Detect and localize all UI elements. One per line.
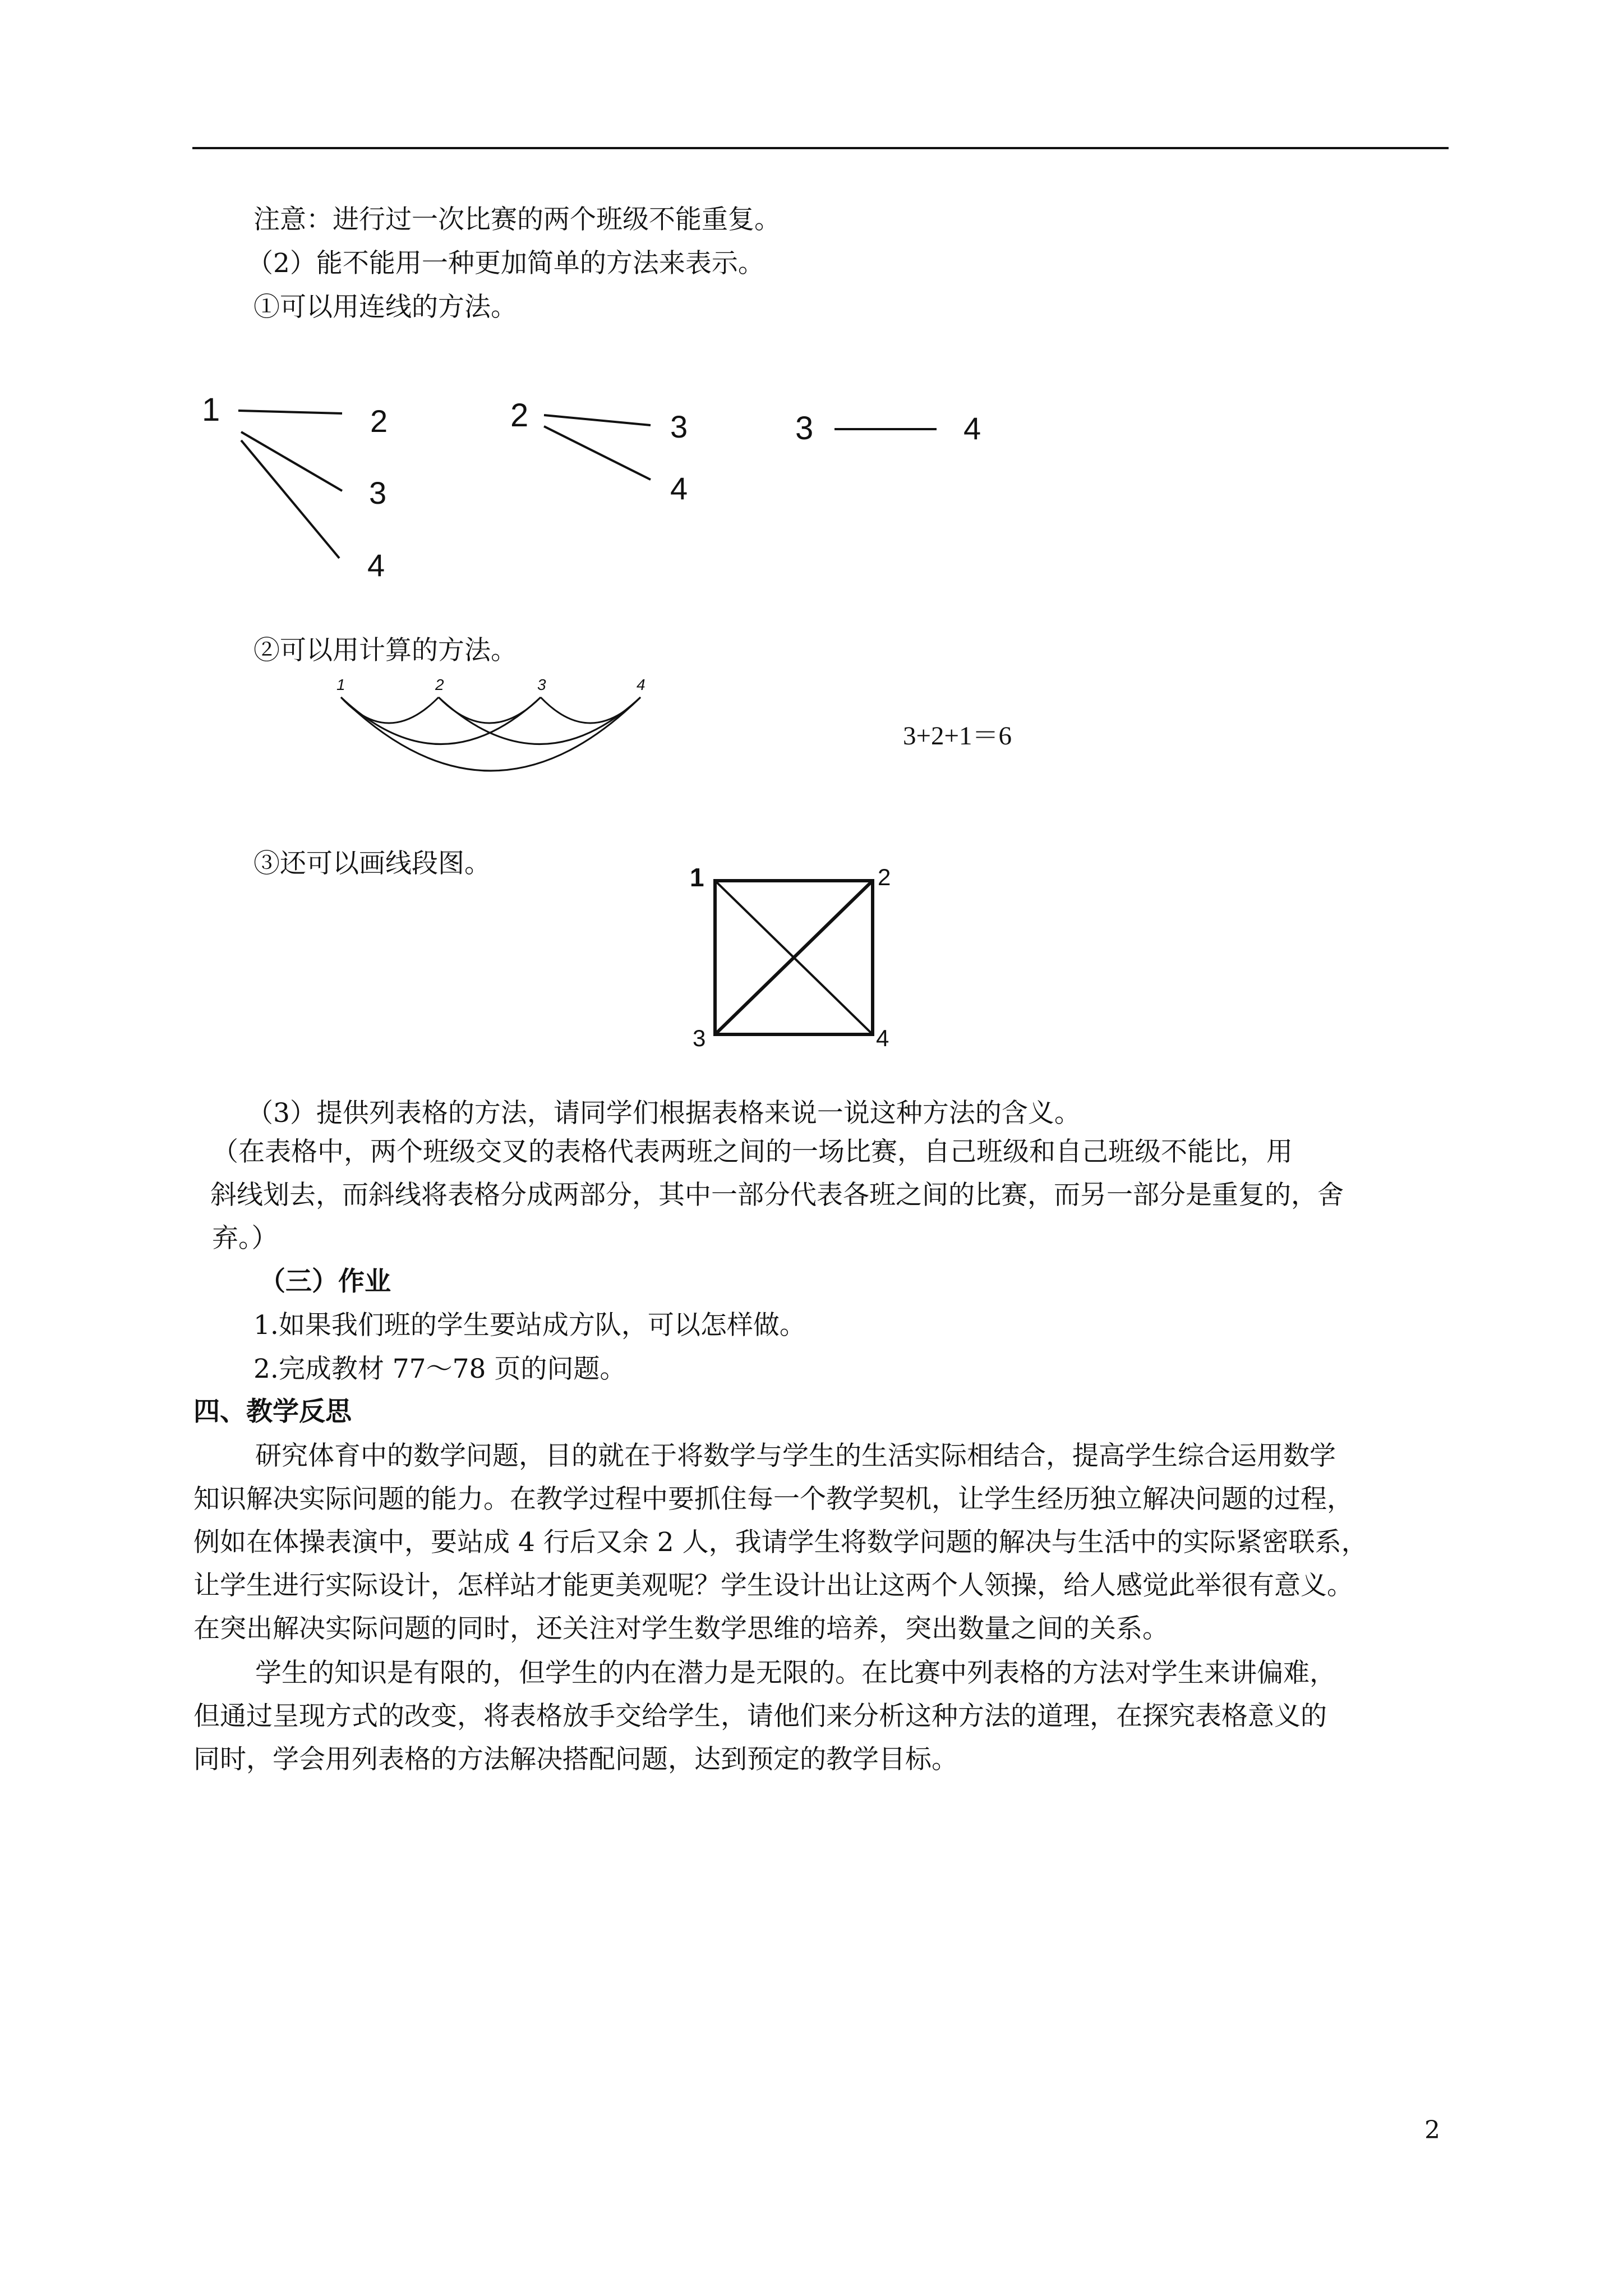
node-label: 4 [670, 471, 688, 506]
square-diagram [684, 858, 920, 1060]
node-label: 3 [670, 409, 688, 444]
section-heading-4: 四、教学反思 [193, 1396, 352, 1427]
node-label: 3 [537, 676, 546, 693]
arc-1-3 [341, 697, 541, 744]
text-line: 学生的知识是有限的，但学生的内在潜力是无限的。在比赛中列表格的方法对学生来讲偏难， [255, 1658, 1336, 1688]
text-line: 但通过呈现方式的改变，将表格放手交给学生，请他们来分析这种方法的道理，在探究表格意义的 [193, 1701, 1327, 1732]
question-2: （2）能不能用一种更加简单的方法来表示。 [247, 248, 764, 279]
corner-label: 4 [876, 1025, 889, 1051]
node-label: 4 [637, 676, 645, 693]
node-label: 4 [963, 411, 981, 446]
node-label: 3 [369, 475, 387, 510]
homework-item-2: 2.完成教材 77～78 页的问题。 [253, 1354, 626, 1384]
connector-line [544, 415, 651, 425]
node-label: 4 [367, 547, 385, 583]
text-line: （在表格中，两个班级交叉的表格代表两班之间的一场比赛，自己班级和自己班级不能比，用 [212, 1137, 1293, 1167]
reflection-paragraph-2 [193, 1651, 1450, 1781]
page-number: 2 [1424, 2116, 1440, 2145]
method-1-label: ①可以用连线的方法。 [253, 292, 517, 323]
explanation-paragraph [212, 1130, 1451, 1260]
node-label: 2 [435, 676, 444, 693]
connector-line [241, 432, 342, 491]
homework-item-1: 1.如果我们班的学生要站成方队，可以怎样做。 [253, 1310, 806, 1341]
corner-label: 2 [878, 864, 891, 890]
header-rule [192, 147, 1449, 149]
homework-heading: （三）作业 [259, 1266, 391, 1297]
connector-line [241, 440, 339, 558]
corner-label: 1 [690, 863, 704, 892]
corner-label: 3 [693, 1025, 706, 1051]
text-line: 在突出解决实际问题的同时，还关注对学生数学思维的培养，突出数量之间的关系。 [193, 1613, 1169, 1644]
connector-line [238, 411, 342, 413]
method-3-label: ③还可以画线段图。 [253, 848, 491, 879]
text-line: 研究体育中的数学问题，目的就在于将数学与学生的生活实际相结合，提高学生综合运用数学 [255, 1441, 1336, 1471]
node-label: 3 [795, 410, 814, 447]
reflection-paragraph-1 [193, 1434, 1450, 1650]
note-line: 注意：进行过一次比赛的两个班级不能重复。 [253, 204, 781, 235]
formula: 3+2+1＝6 [903, 721, 1012, 751]
text-line: 弃。） [212, 1223, 278, 1254]
node-label: 1 [336, 676, 345, 693]
connector-line [544, 426, 651, 480]
arc-2-4 [439, 697, 640, 744]
arc-diagram [325, 670, 673, 794]
pairing-lines-diagram [191, 381, 1009, 606]
question-3: （3）提供列表格的方法，请同学们根据表格来说一说这种方法的含义。 [247, 1098, 1081, 1129]
text-line: 例如在体操表演中，要站成 4 行后又余 2 人，我请学生将数学问题的解决与生活中的实际紧密联系， [193, 1527, 1368, 1558]
node-label: 2 [370, 403, 388, 439]
method-2-label: ②可以用计算的方法。 [253, 635, 517, 666]
node-label: 2 [510, 397, 529, 434]
text-line: 让学生进行实际设计，怎样站才能更美观呢？学生设计出让这两个人领操，给人感觉此举很有意义。 [193, 1570, 1353, 1601]
text-line: 同时，学会用列表格的方法解决搭配问题，达到预定的教学目标。 [193, 1744, 958, 1775]
text-line: 斜线划去，而斜线将表格分成两部分，其中一部分代表各班之间的比赛，而另一部分是重复的，舍 [210, 1180, 1344, 1211]
node-label: 1 [202, 392, 220, 428]
text-line: 知识解决实际问题的能力。在教学过程中要抓住每一个教学契机，让学生经历独立解决问题的过程， [193, 1484, 1353, 1515]
